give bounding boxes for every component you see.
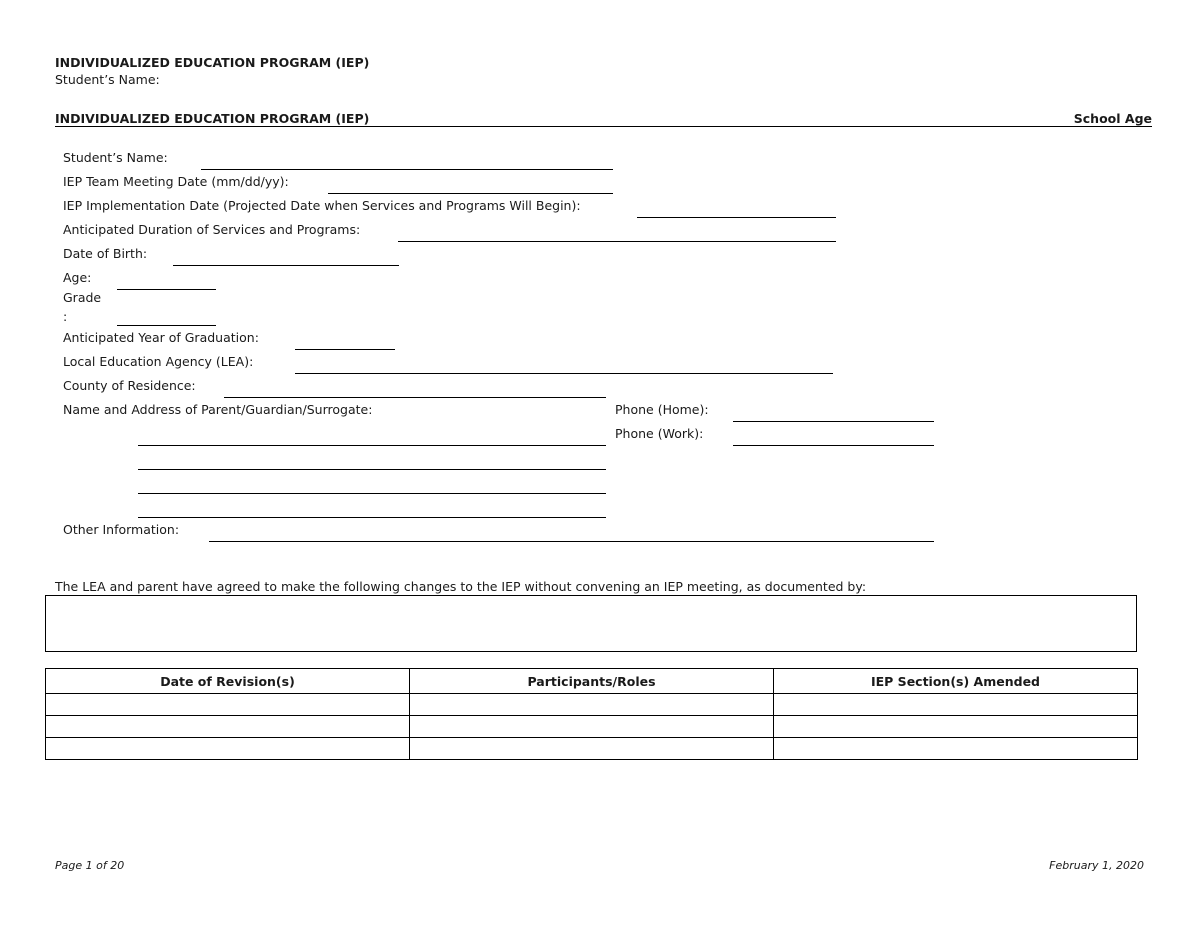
school-age-label: School Age [1073,111,1152,126]
table-row [46,694,1138,716]
column-header-date: Date of Revision(s) [46,669,410,694]
other-info-field[interactable] [209,541,934,542]
table-cell[interactable] [46,716,410,738]
page-number: Page 1 of 20 [55,859,125,872]
implementation-date-field[interactable] [637,217,836,218]
lea-field[interactable] [295,373,833,374]
grade-field[interactable] [117,325,216,326]
header-divider [55,126,1152,127]
footer-date: February 1, 2020 [1049,859,1144,872]
meeting-date-field[interactable] [328,193,613,194]
parent-label: Name and Address of Parent/Guardian/Surrogate: [63,402,373,417]
amendment-statement: The LEA and parent have agreed to make the following changes to the IEP without convening an IEP meeting, as documented by: [55,579,867,594]
grade-label: Grade [63,290,102,305]
other-info-label: Other Information: [63,522,180,537]
county-label: County of Residence: [63,378,196,393]
parent-address-line-3[interactable] [138,493,606,494]
parent-address-line-4[interactable] [138,517,606,518]
grade-colon: : [63,309,68,324]
header-student-name-label: Student’s Name: [55,72,160,87]
student-name-field[interactable] [201,169,613,170]
implementation-date-label: IEP Implementation Date (Projected Date when Services and Programs Will Begin): [63,198,581,213]
age-field[interactable] [117,289,216,290]
table-cell[interactable] [774,694,1138,716]
table-cell[interactable] [774,738,1138,760]
duration-field[interactable] [398,241,836,242]
table-row [46,716,1138,738]
parent-address-line-2[interactable] [138,469,606,470]
county-field[interactable] [224,397,606,398]
table-cell[interactable] [410,716,774,738]
table-cell[interactable] [410,694,774,716]
meeting-date-label: IEP Team Meeting Date (mm/dd/yy): [63,174,289,189]
phone-home-field[interactable] [733,421,934,422]
section-title: INDIVIDUALIZED EDUCATION PROGRAM (IEP) [55,111,370,126]
dob-field[interactable] [173,265,399,266]
parent-address-line-1[interactable] [138,445,606,446]
table-header-row [46,669,1138,694]
revision-table [45,668,1138,760]
graduation-year-field[interactable] [295,349,395,350]
column-header-participants: Participants/Roles [410,669,774,694]
table-cell[interactable] [46,694,410,716]
duration-label: Anticipated Duration of Services and Programs: [63,222,361,237]
phone-work-label: Phone (Work): [615,426,704,441]
table-cell[interactable] [410,738,774,760]
student-name-label: Student’s Name: [63,150,168,165]
table-row [46,738,1138,760]
column-header-sections: IEP Section(s) Amended [774,669,1138,694]
document-title: INDIVIDUALIZED EDUCATION PROGRAM (IEP) [55,55,370,70]
table-cell[interactable] [774,716,1138,738]
phone-work-field[interactable] [733,445,934,446]
amendment-documentation-box[interactable] [45,595,1137,652]
table-cell[interactable] [46,738,410,760]
age-label: Age: [63,270,92,285]
lea-label: Local Education Agency (LEA): [63,354,254,369]
phone-home-label: Phone (Home): [615,402,709,417]
dob-label: Date of Birth: [63,246,148,261]
graduation-year-label: Anticipated Year of Graduation: [63,330,259,345]
